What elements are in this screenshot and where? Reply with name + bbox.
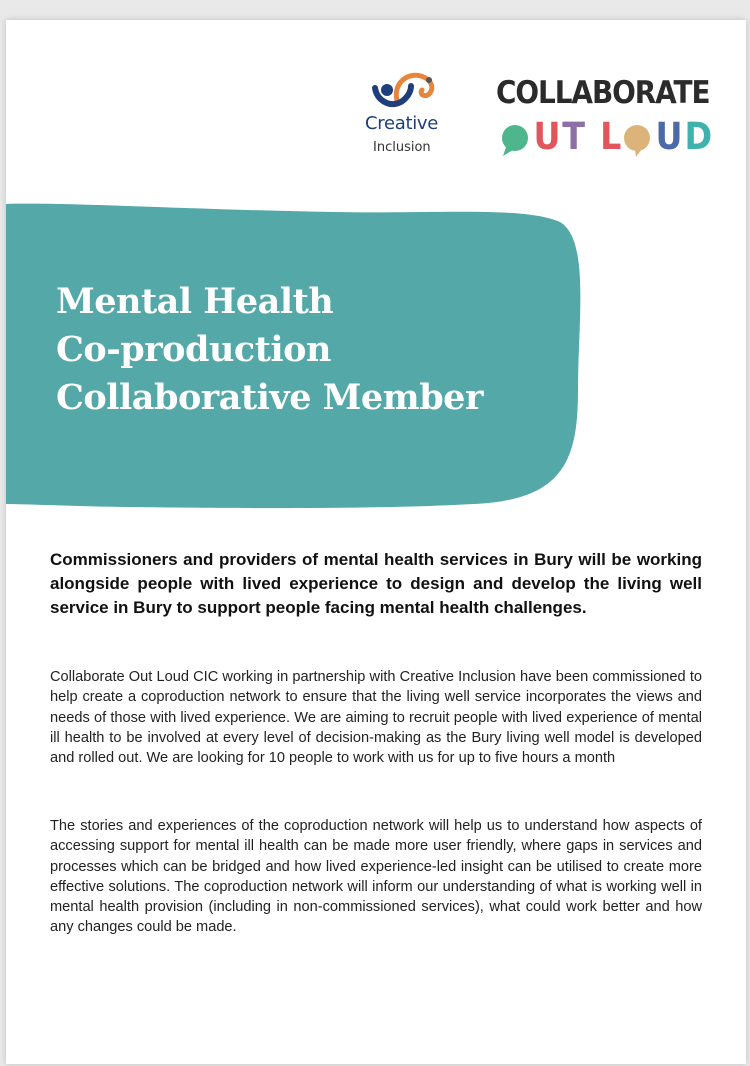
creative-inclusion-word-creative: Creative (365, 113, 439, 134)
speech-bubble-o2-icon (622, 123, 652, 157)
creative-inclusion-logo (363, 70, 453, 160)
creative-inclusion-word-inclusion: Inclusion (373, 140, 431, 155)
letter-d: D (684, 115, 712, 158)
letter-l: L (600, 115, 621, 158)
speech-bubble-o-icon (500, 123, 530, 157)
letter-u2: U (655, 115, 682, 158)
body-paragraph-1: Collaborate Out Loud CIC working in partnership with Creative Inclusion have been commissioned to help create a coproduction network to ensure that the living well service incorporates the views and needs of those with lived experience. We are aiming to recruit people with lived experience of mental ill health to be involved at every level of decision-making as the Bury living well model is developed and rolled out. We are looking for 10 people to work with us for up to five hours a month (50, 669, 702, 767)
body-paragraph-2: The stories and experiences of the coproduction network will help us to understand how aspects of accessing support for mental ill health can be made more user friendly, where gaps in services and processes which can be bridged and how lived experience-led insight can be utilised to create more effective solutions. The coproduction network will inform our understanding of what is working well in mental health provision (including in non-commissioned services), what could work better and how any changes could be made. (50, 818, 702, 936)
collaborate-out-loud-logo (496, 75, 711, 175)
title-line-2: Co-production (56, 329, 331, 370)
lead-paragraph: Commissioners and providers of mental health services in Bury will be working alongside people with lived experience to design and develop the living well service in Bury to support people facing mental health challenges. (50, 550, 702, 617)
page-title (56, 278, 483, 422)
collaborate-wordmark: COLLABORATE (496, 75, 710, 111)
letter-t: T (562, 115, 585, 158)
document-page (6, 20, 746, 1064)
creative-inclusion-mark-icon (371, 70, 441, 112)
letter-u: U (533, 115, 560, 158)
out-loud-wordmark (500, 113, 713, 157)
title-line-3: Collaborative Member (56, 377, 483, 418)
title-line-1: Mental Health (56, 281, 334, 322)
